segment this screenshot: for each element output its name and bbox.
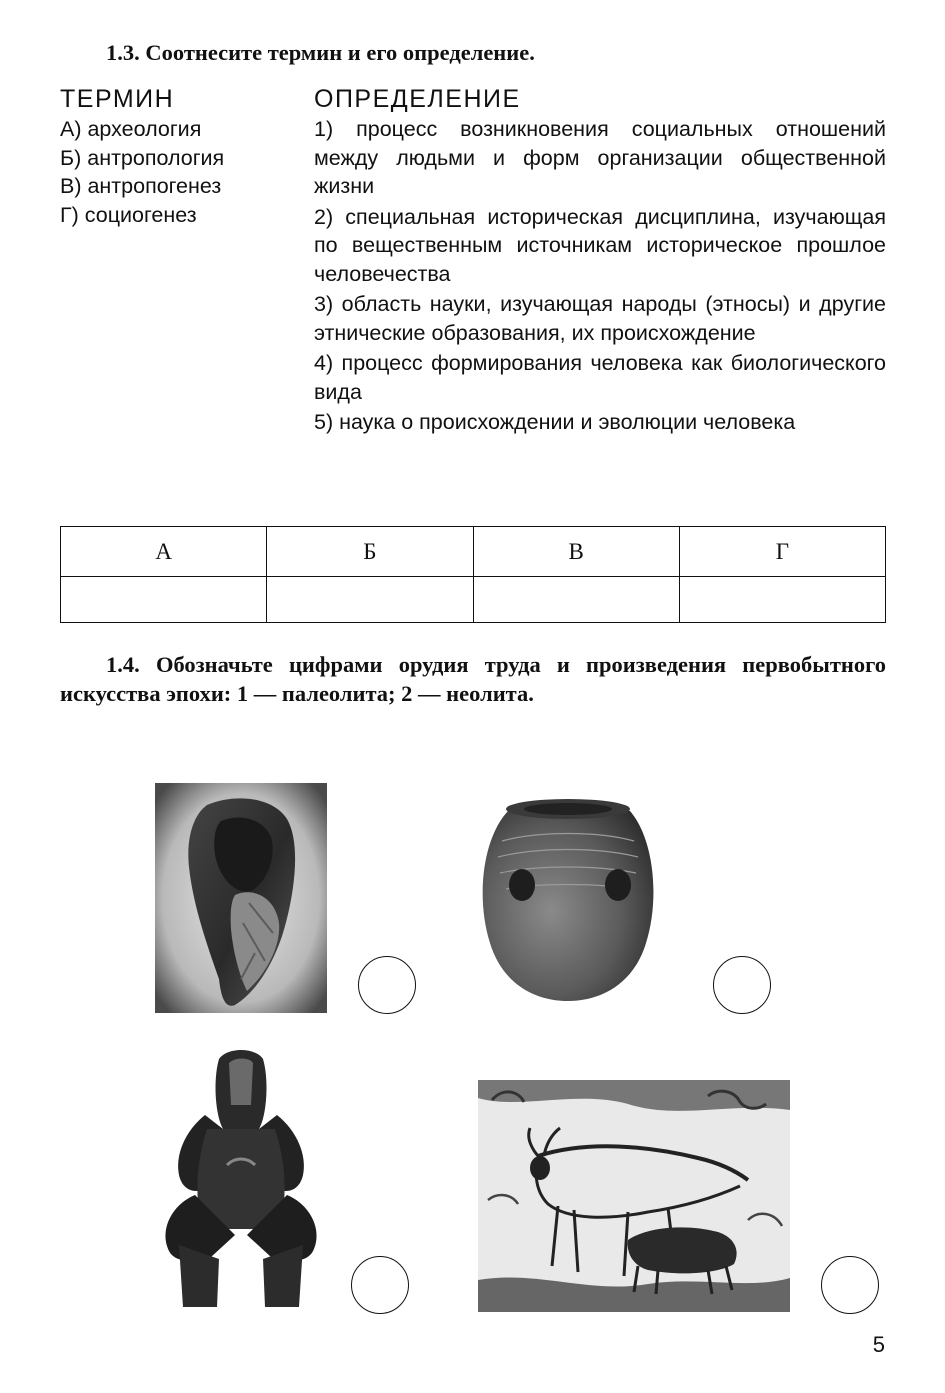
term-item: А) археология [60, 117, 202, 141]
clay-pot-image [478, 795, 658, 1005]
definition-item: 1) процесс возникновения социальных отношений между людьми и форм организации общественной жизни [314, 117, 886, 198]
term-item: В) антропогенез [60, 174, 222, 198]
answer-table [60, 526, 886, 623]
terms-list [60, 115, 300, 229]
definition-item: 4) процесс формирования человека как биологического вида [314, 351, 886, 404]
answer-column-g: Г [679, 527, 885, 577]
definition-item: 3) область науки, изучающая народы (этносы) и другие этнические образования, их происхождение [314, 292, 886, 345]
answer-table-input-row [61, 577, 886, 623]
stone-hand-axe-image [155, 783, 327, 1013]
answer-circle-hand-axe[interactable] [358, 956, 416, 1014]
term-item: Б) антропология [60, 145, 225, 170]
definition-column-header: ОПРЕДЕЛЕНИЕ [314, 85, 521, 113]
answer-cell-b[interactable] [267, 577, 473, 623]
answer-column-a: А [61, 527, 267, 577]
definition-item: 5) наука о происхождении и эволюции человека [314, 410, 796, 434]
task-1-3-heading: 1.3. Соотнесите термин и его определение. [106, 40, 535, 65]
definitions-list [314, 115, 886, 439]
task-1-4-heading: 1.4. Обозначьте цифрами орудия труда и произведения первобытного искусства эпохи: 1 — палеолита; 2 — неолита. [60, 652, 886, 706]
definition-item: 2) специальная историческая дисциплина, изучающая по вещественным источникам историческое прошлое человечества [314, 204, 886, 286]
term-item: Г) социогенез [60, 202, 197, 227]
term-column-header: ТЕРМИН [60, 85, 175, 113]
answer-column-b: Б [267, 527, 473, 577]
answer-cell-g[interactable] [679, 577, 885, 623]
answer-circle-cave-painting[interactable] [821, 1256, 879, 1314]
cave-painting-image [478, 1080, 790, 1312]
answer-cell-v[interactable] [473, 577, 679, 623]
answer-circle-clay-pot[interactable] [713, 956, 771, 1014]
answer-cell-a[interactable] [61, 577, 267, 623]
answer-column-v: В [473, 527, 679, 577]
page-number: 5 [872, 1332, 885, 1357]
answer-table-header-row [61, 527, 886, 577]
answer-circle-figurine[interactable] [351, 1256, 409, 1314]
clay-figurine-image [155, 1045, 327, 1310]
